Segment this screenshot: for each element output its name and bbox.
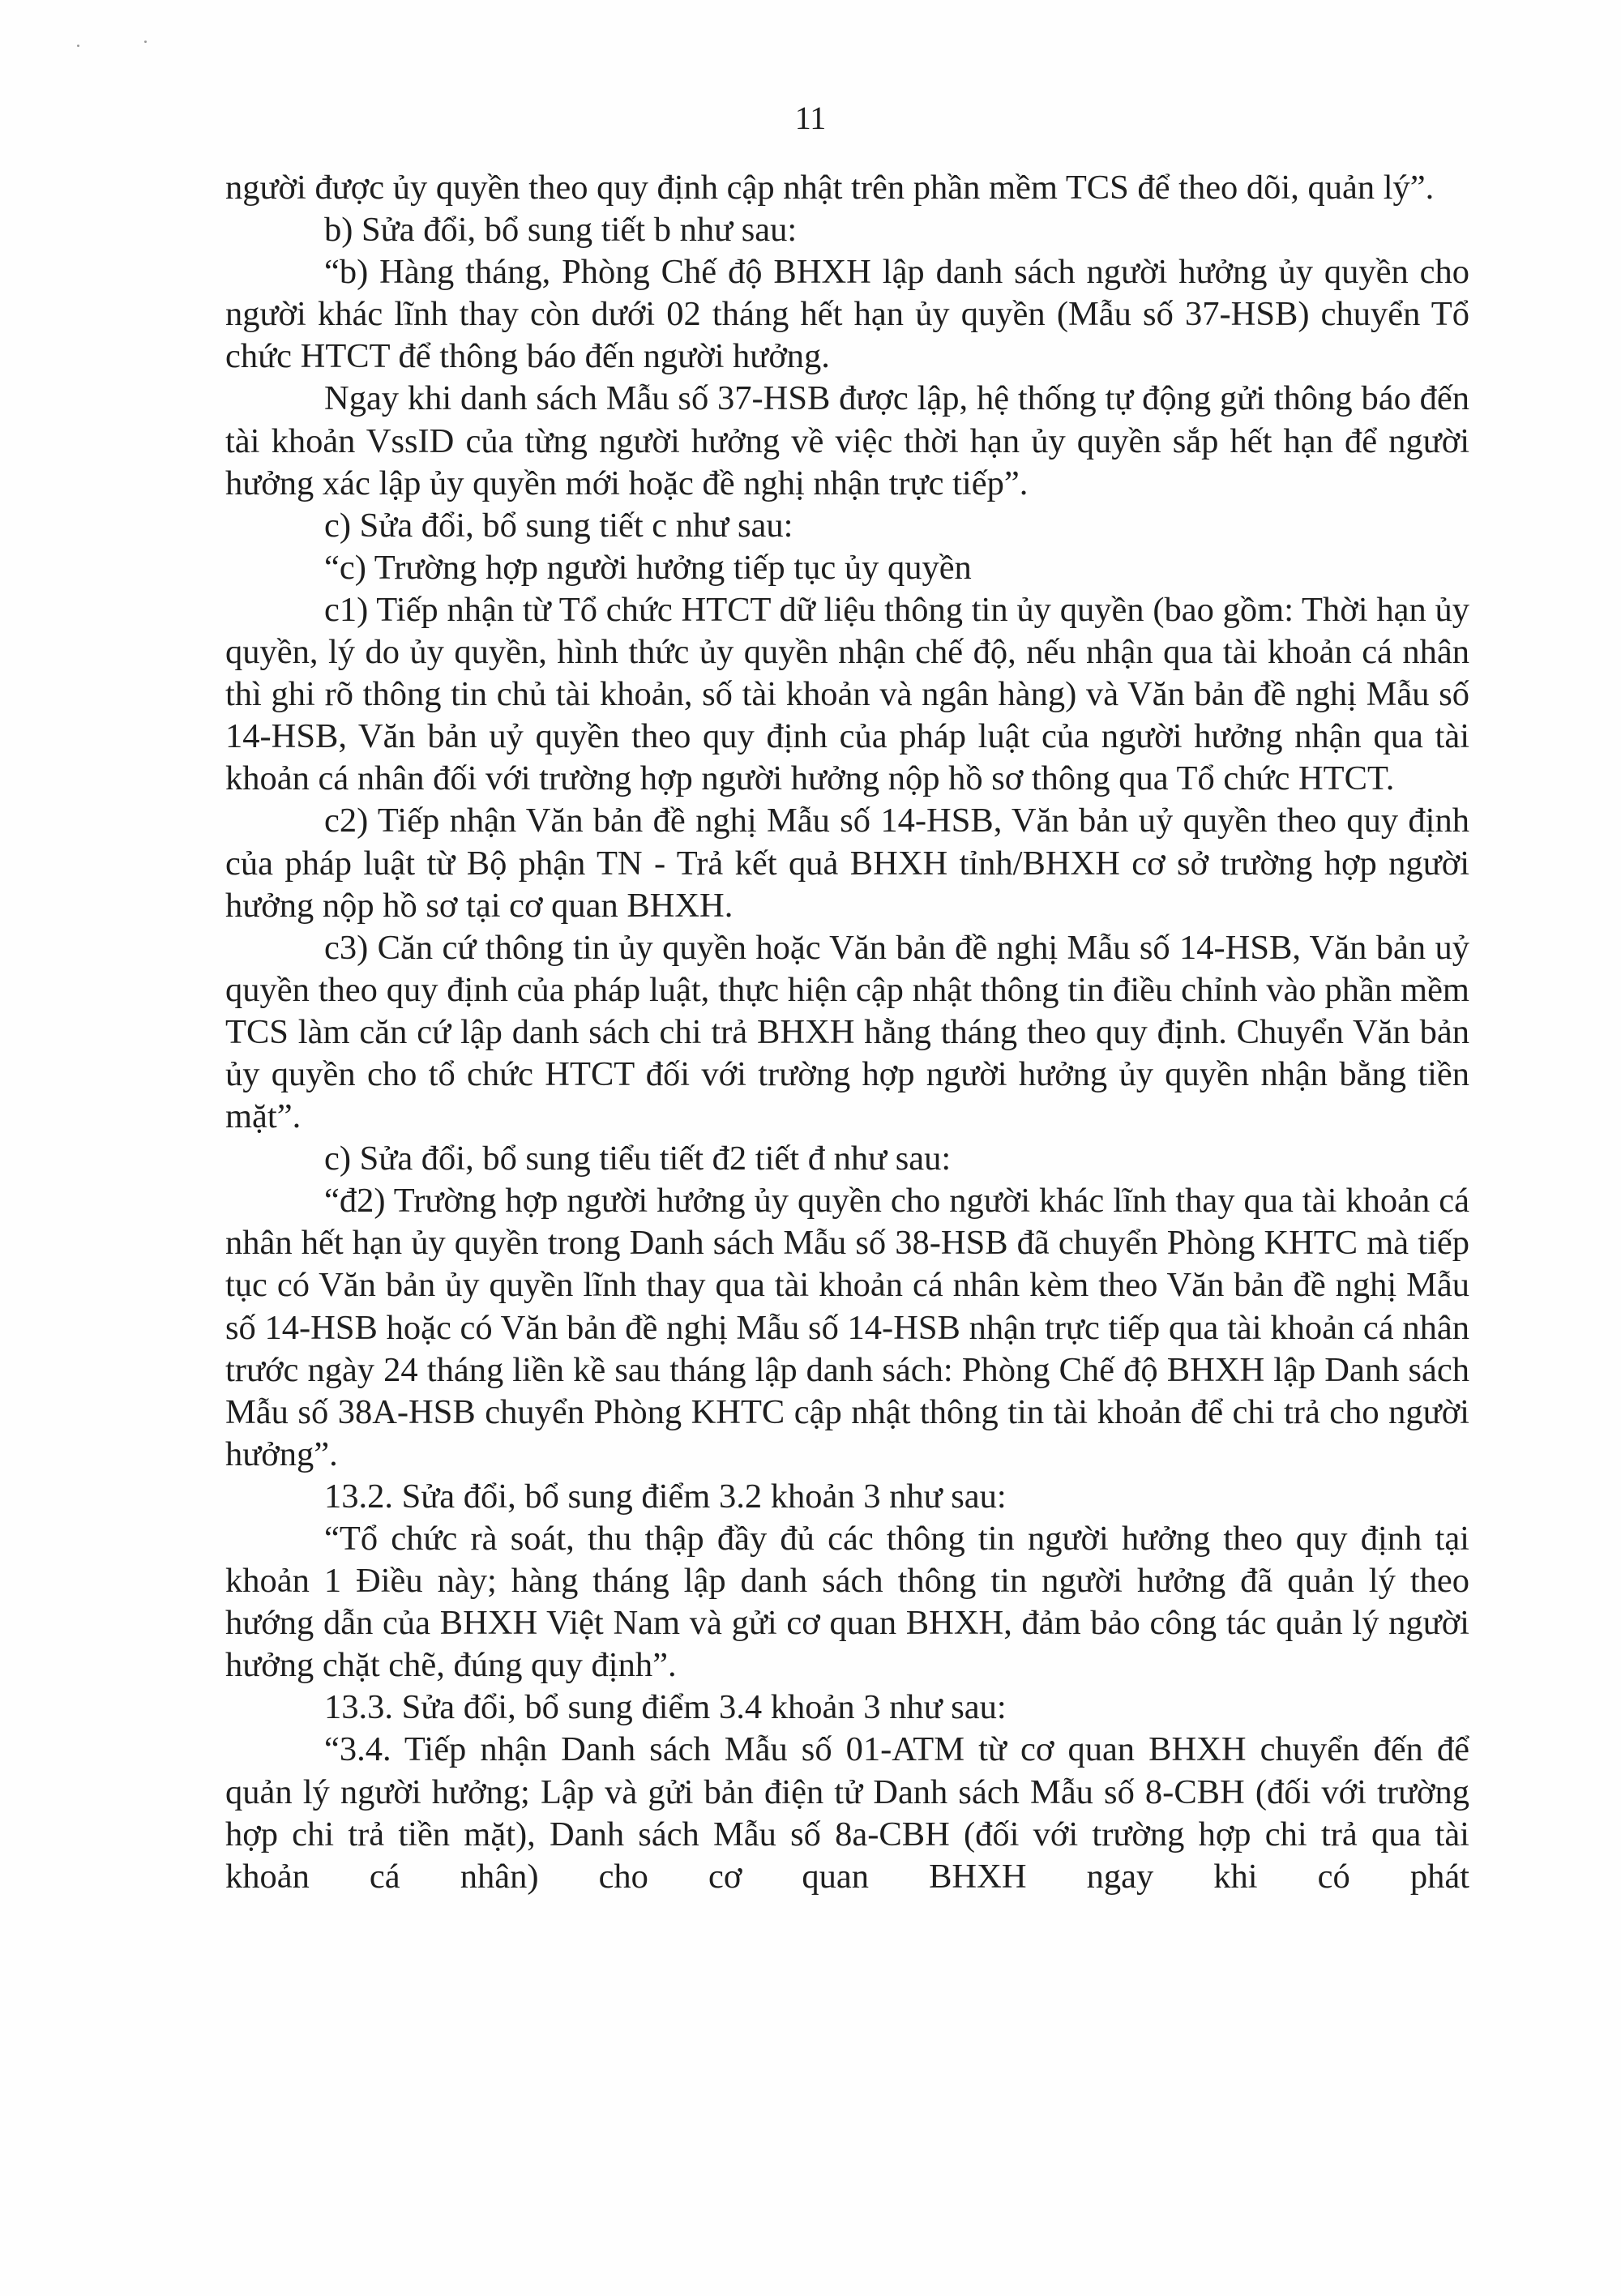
paragraph: “Tổ chức rà soát, thu thập đầy đủ các thông tin người hưởng theo quy định tại khoản 1 Điều này; hàng tháng lập danh sách thông tin người hưởng đã quản lý theo hướng dẫn của BHXH Việt Nam và gửi cơ quan BHXH, đảm bảo công tác quản lý người hưởng chặt chẽ, đúng quy định”. [225, 1520, 1469, 1685]
paragraph: Ngay khi danh sách Mẫu số 37-HSB được lập, hệ thống tự động gửi thông báo đến tài khoản VssID của từng người hưởng về việc thời hạn ủy quyền sắp hết hạn để người hưởng xác lập ủy quyền mới hoặc đề nghị nhận trực tiếp”. [225, 379, 1469, 502]
paragraph: “b) Hàng tháng, Phòng Chế độ BHXH lập danh sách người hưởng ủy quyền cho người khác lĩnh thay còn dưới 02 tháng hết hạn ủy quyền (Mẫu số 37-HSB) chuyển Tổ chức HTCT để thông báo đến người hưởng. [225, 253, 1469, 376]
paragraph: người được ủy quyền theo quy định cập nhật trên phần mềm TCS để theo dõi, quản lý”. [225, 169, 1435, 207]
paragraph: c) Sửa đổi, bổ sung tiết c như sau: [324, 506, 793, 545]
document-body [225, 167, 1469, 1898]
paragraph: c3) Căn cứ thông tin ủy quyền hoặc Văn bản đề nghị Mẫu số 14-HSB, Văn bản uỷ quyền theo quy định của pháp luật, thực hiện cập nhật thông tin điều chỉnh vào phần mềm TCS làm căn cứ lập danh sách chi trả BHXH hằng tháng theo quy định. Chuyển Văn bản ủy quyền cho tổ chức HTCT đối với trường hợp người hưởng ủy quyền nhận bằng tiền mặt”. [225, 928, 1469, 1136]
paragraph: “c) Trường hợp người hưởng tiếp tục ủy quyền [324, 548, 972, 587]
paragraph: 13.2. Sửa đổi, bổ sung điểm 3.2 khoản 3 như sau: [324, 1477, 1007, 1516]
paragraph: c) Sửa đổi, bổ sung tiểu tiết đ2 tiết đ như sau: [324, 1139, 952, 1178]
paragraph: b) Sửa đổi, bổ sung tiết b như sau: [324, 211, 798, 250]
paragraph: “đ2) Trường hợp người hưởng ủy quyền cho người khác lĩnh thay qua tài khoản cá nhân hết hạn ủy quyền trong Danh sách Mẫu số 38-HSB đã chuyển Phòng KHTC mà tiếp tục có Văn bản ủy quyền lĩnh thay qua tài khoản cá nhân kèm theo Văn bản đề nghị Mẫu số 14-HSB hoặc có Văn bản đề nghị Mẫu số 14-HSB nhận trực tiếp qua tài khoản cá nhân trước ngày 24 tháng liền kề sau tháng lập danh sách: Phòng Chế độ BHXH lập Danh sách Mẫu số 38A-HSB chuyển Phòng KHTC cập nhật thông tin tài khoản để chi trả cho người hưởng”. [225, 1182, 1469, 1473]
page-number: 11 [794, 100, 827, 136]
paragraph: “3.4. Tiếp nhận Danh sách Mẫu số 01-ATM từ cơ quan BHXH chuyển đến để quản lý người hưởng; Lập và gửi bản điện tử Danh sách Mẫu số 8-CBH (đối với trường hợp chi trả tiền mặt), Danh sách Mẫu số 8a-CBH (đối với trường hợp chi trả qua tài khoản cá nhân) cho cơ quan BHXH ngay khi có phát [225, 1730, 1469, 1896]
paragraph: c2) Tiếp nhận Văn bản đề nghị Mẫu số 14-HSB, Văn bản uỷ quyền theo quy định của pháp luật từ Bộ phận TN - Trả kết quả BHXH tỉnh/BHXH cơ sở trường hợp người hưởng nộp hồ sơ tại cơ quan BHXH. [225, 802, 1469, 925]
paragraph: c1) Tiếp nhận từ Tổ chức HTCT dữ liệu thông tin ủy quyền (bao gồm: Thời hạn ủy quyền, lý do ủy quyền, hình thức ủy quyền nhận chế độ, nếu nhận qua tài khoản cá nhân thì ghi rõ thông tin chủ tài khoản, số tài khoản và ngân hàng) và Văn bản đề nghị Mẫu số 14-HSB, Văn bản uỷ quyền theo quy định của pháp luật của người hưởng nhận qua tài khoản cá nhân đối với trường hợp người hưởng nộp hồ sơ thông qua Tổ chức HTCT. [225, 590, 1469, 798]
paragraph: 13.3. Sửa đổi, bổ sung điểm 3.4 khoản 3 như sau: [324, 1688, 1007, 1727]
scan-speck [144, 41, 147, 43]
scan-speck [77, 45, 79, 47]
